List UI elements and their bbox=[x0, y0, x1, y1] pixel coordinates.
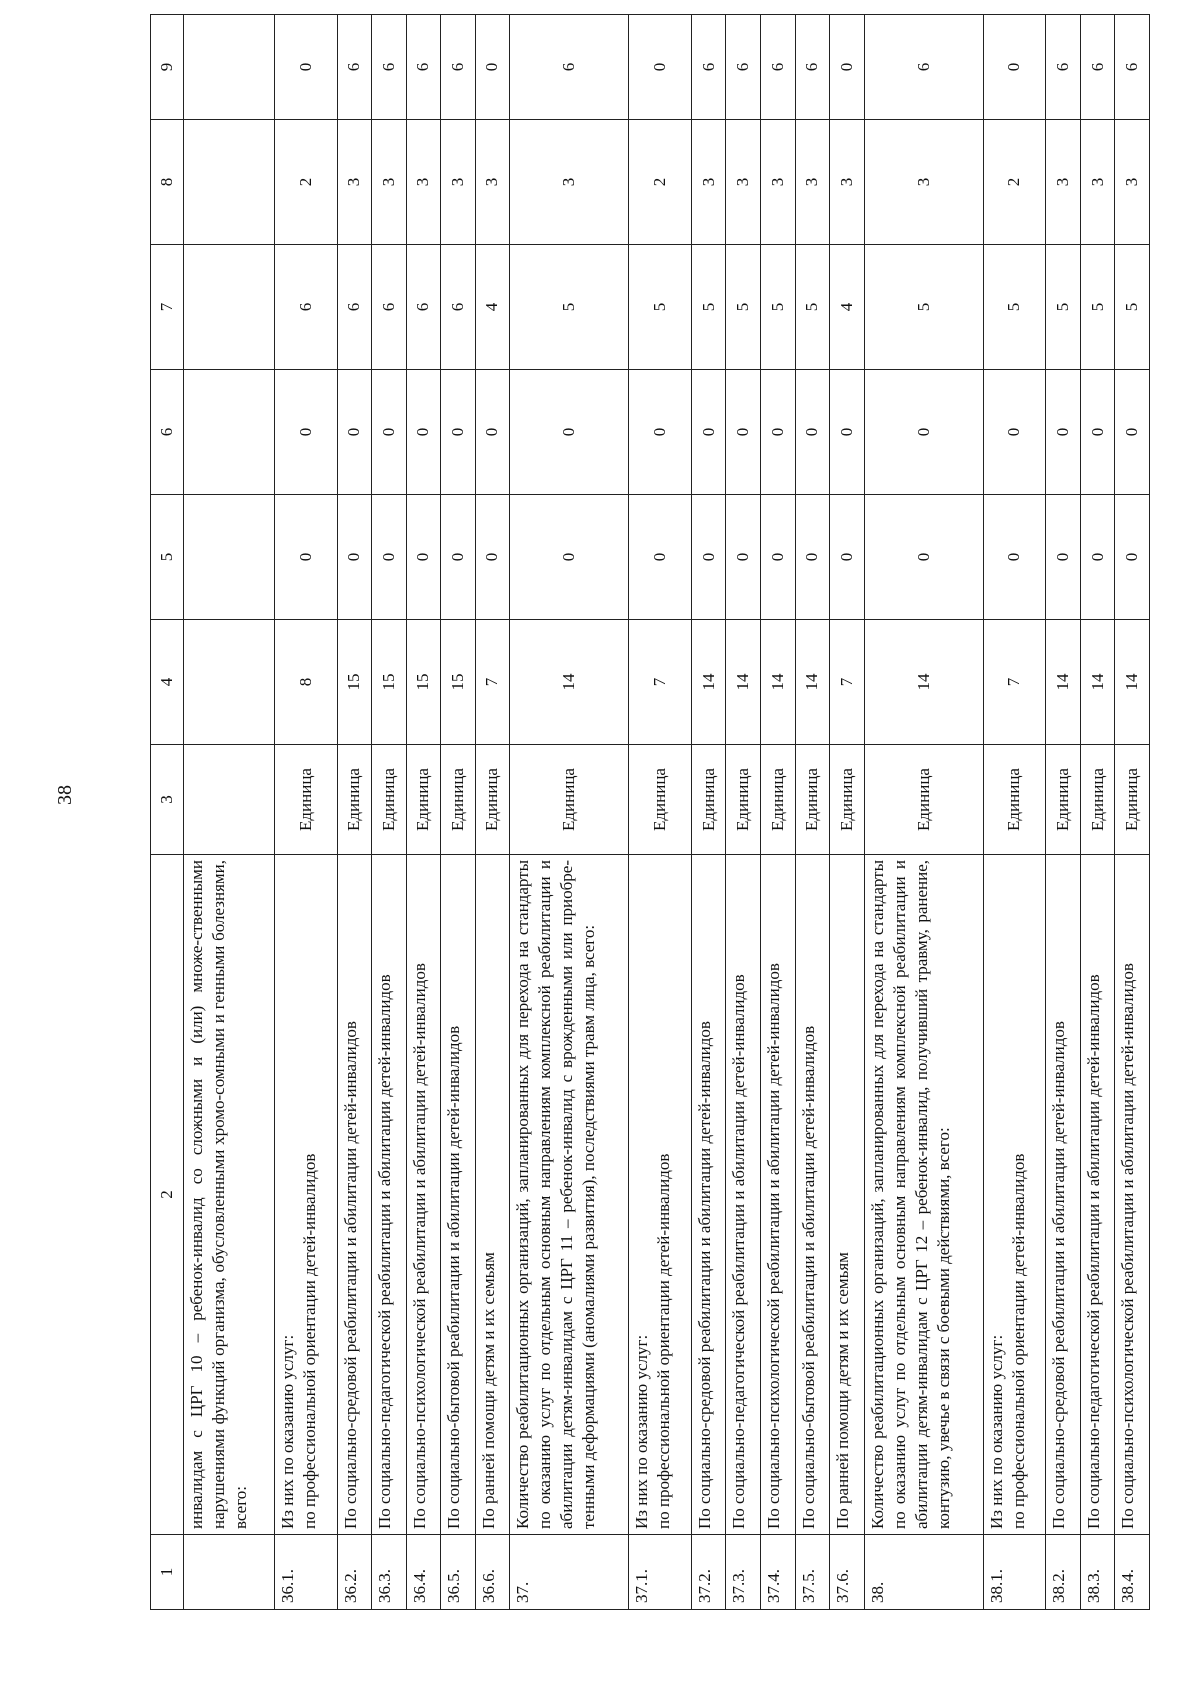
row-value-c7: 5 bbox=[864, 245, 983, 370]
row-number: 36.3. bbox=[372, 1535, 407, 1610]
row-value-c8: 2 bbox=[629, 120, 692, 245]
row-value-c4: 8 bbox=[274, 620, 337, 745]
row-description: По социально-педагогической реабилитации и абилитации детей-инвалидов bbox=[726, 855, 761, 1535]
row-value-c9: 6 bbox=[372, 15, 407, 120]
row-value-c6: 0 bbox=[510, 370, 629, 495]
row-value-c9: 0 bbox=[629, 15, 692, 120]
table-row bbox=[274, 15, 337, 1610]
row-value-c5: 0 bbox=[475, 495, 510, 620]
row-value-c5: 0 bbox=[274, 495, 337, 620]
row-description: По социально-педагогической реабилитации и абилитации детей-инвалидов bbox=[1080, 855, 1115, 1535]
row-value-c8: 3 bbox=[691, 120, 726, 245]
row-value-c9: 6 bbox=[691, 15, 726, 120]
table-row bbox=[372, 15, 407, 1610]
row-value-c4: 7 bbox=[475, 620, 510, 745]
row-value-c8: 3 bbox=[1046, 120, 1081, 245]
row-value-c5: 0 bbox=[1115, 495, 1150, 620]
row-value-c8: 3 bbox=[795, 120, 830, 245]
row-value-c6: 0 bbox=[629, 370, 692, 495]
row-value-c7: 5 bbox=[510, 245, 629, 370]
row-value-c6: 0 bbox=[760, 370, 795, 495]
row-value-c4: 15 bbox=[406, 620, 441, 745]
row-unit: Единица bbox=[475, 745, 510, 855]
row-value-c6: 0 bbox=[795, 370, 830, 495]
row-description: По социально-педагогической реабилитации и абилитации детей-инвалидов bbox=[372, 855, 407, 1535]
row-value-c8: 3 bbox=[726, 120, 761, 245]
table-row bbox=[629, 15, 692, 1610]
row-unit: Единица bbox=[510, 745, 629, 855]
column-header: 6 bbox=[151, 370, 184, 495]
row-value-c6: 0 bbox=[475, 370, 510, 495]
row-value-c8: 3 bbox=[760, 120, 795, 245]
row-value-c5: 0 bbox=[510, 495, 629, 620]
row-value-c4: 14 bbox=[795, 620, 830, 745]
row-number: 38.1. bbox=[983, 1535, 1046, 1610]
row-value-c6: 0 bbox=[274, 370, 337, 495]
row-value-c9: 6 bbox=[441, 15, 476, 120]
row-unit: Единица bbox=[629, 745, 692, 855]
row-value-c4: 7 bbox=[629, 620, 692, 745]
row-value-c6: 0 bbox=[983, 370, 1046, 495]
row-number: 36.6. bbox=[475, 1535, 510, 1610]
row-number: 36.5. bbox=[441, 1535, 476, 1610]
row-value-c5: 0 bbox=[864, 495, 983, 620]
row-value-c4: 14 bbox=[691, 620, 726, 745]
row-value-c4: 15 bbox=[441, 620, 476, 745]
table-row bbox=[184, 15, 275, 1610]
row-value-c6: 0 bbox=[406, 370, 441, 495]
row-value-c4: 14 bbox=[864, 620, 983, 745]
table-row bbox=[441, 15, 476, 1610]
row-description: Количество реабилитационных организаций, запланированных для перехода на стандарты по оказанию услуг по отдельным основным направлениям комплексной реабилитации и абилитации детям-инвалидам с ЦРГ 11 – ребенок-инвалид с врожденными или приобре-тенными деформациями (аномалиями развития), последствиями травм лица, всего: bbox=[510, 855, 629, 1535]
row-value-c9 bbox=[184, 15, 275, 120]
row-unit: Единица bbox=[760, 745, 795, 855]
row-number: 37.4. bbox=[760, 1535, 795, 1610]
row-number: 37.5. bbox=[795, 1535, 830, 1610]
row-value-c4: 7 bbox=[983, 620, 1046, 745]
row-value-c8: 3 bbox=[441, 120, 476, 245]
row-description: По социально-бытовой реабилитации и абилитации детей-инвалидов bbox=[795, 855, 830, 1535]
row-value-c7: 5 bbox=[983, 245, 1046, 370]
table-row bbox=[1115, 15, 1150, 1610]
row-description: Из них по оказанию услуг: по профессиональной ориентации детей-инвалидов bbox=[629, 855, 692, 1535]
row-value-c8: 3 bbox=[1115, 120, 1150, 245]
table-row bbox=[1046, 15, 1081, 1610]
row-value-c7: 6 bbox=[372, 245, 407, 370]
row-number: 37.2. bbox=[691, 1535, 726, 1610]
row-number: 37. bbox=[510, 1535, 629, 1610]
row-value-c5: 0 bbox=[1080, 495, 1115, 620]
row-number: 38.2. bbox=[1046, 1535, 1081, 1610]
row-number: 37.6. bbox=[830, 1535, 865, 1610]
row-value-c6: 0 bbox=[691, 370, 726, 495]
row-unit: Единица bbox=[830, 745, 865, 855]
row-value-c9: 6 bbox=[760, 15, 795, 120]
row-value-c7: 5 bbox=[760, 245, 795, 370]
table-row bbox=[760, 15, 795, 1610]
row-number: 36.4. bbox=[406, 1535, 441, 1610]
row-number: 38.4. bbox=[1115, 1535, 1150, 1610]
row-value-c4 bbox=[184, 620, 275, 745]
column-header: 2 bbox=[151, 855, 184, 1535]
row-value-c7: 6 bbox=[274, 245, 337, 370]
table-row bbox=[406, 15, 441, 1610]
row-value-c9: 6 bbox=[510, 15, 629, 120]
row-value-c9: 6 bbox=[406, 15, 441, 120]
row-value-c5: 0 bbox=[372, 495, 407, 620]
row-value-c4: 14 bbox=[726, 620, 761, 745]
row-value-c8: 2 bbox=[274, 120, 337, 245]
row-value-c5: 0 bbox=[691, 495, 726, 620]
row-number: 38.3. bbox=[1080, 1535, 1115, 1610]
row-value-c8: 3 bbox=[864, 120, 983, 245]
row-value-c5: 0 bbox=[1046, 495, 1081, 620]
row-unit: Единица bbox=[726, 745, 761, 855]
row-value-c7: 6 bbox=[406, 245, 441, 370]
row-value-c6: 0 bbox=[372, 370, 407, 495]
row-description: По социально-средовой реабилитации и абилитации детей-инвалидов bbox=[337, 855, 372, 1535]
row-value-c8: 2 bbox=[983, 120, 1046, 245]
table-row bbox=[475, 15, 510, 1610]
row-value-c9: 0 bbox=[274, 15, 337, 120]
row-value-c6: 0 bbox=[726, 370, 761, 495]
row-description: По социально-средовой реабилитации и абилитации детей-инвалидов bbox=[1046, 855, 1081, 1535]
row-value-c8: 3 bbox=[830, 120, 865, 245]
row-description: По социально-средовой реабилитации и абилитации детей-инвалидов bbox=[691, 855, 726, 1535]
row-value-c5: 0 bbox=[337, 495, 372, 620]
row-number: 36.1. bbox=[274, 1535, 337, 1610]
row-value-c5: 0 bbox=[983, 495, 1046, 620]
row-value-c7: 6 bbox=[441, 245, 476, 370]
row-value-c6: 0 bbox=[1046, 370, 1081, 495]
row-unit bbox=[184, 745, 275, 855]
row-value-c9: 6 bbox=[1046, 15, 1081, 120]
table-row bbox=[983, 15, 1046, 1610]
row-value-c4: 14 bbox=[1115, 620, 1150, 745]
row-value-c5: 0 bbox=[760, 495, 795, 620]
row-value-c4: 15 bbox=[372, 620, 407, 745]
row-value-c9: 6 bbox=[726, 15, 761, 120]
row-unit: Единица bbox=[1080, 745, 1115, 855]
row-value-c6: 0 bbox=[864, 370, 983, 495]
row-value-c7: 5 bbox=[1115, 245, 1150, 370]
row-unit: Единица bbox=[691, 745, 726, 855]
row-value-c4: 7 bbox=[830, 620, 865, 745]
table-body bbox=[184, 15, 1150, 1610]
row-value-c4: 14 bbox=[510, 620, 629, 745]
row-value-c7: 5 bbox=[1046, 245, 1081, 370]
row-value-c5: 0 bbox=[406, 495, 441, 620]
page-number: 38 bbox=[54, 785, 76, 805]
row-value-c7: 4 bbox=[475, 245, 510, 370]
row-value-c6: 0 bbox=[830, 370, 865, 495]
column-header: 7 bbox=[151, 245, 184, 370]
table-row bbox=[691, 15, 726, 1610]
table-row bbox=[337, 15, 372, 1610]
row-description: По социально-психологической реабилитации и абилитации детей-инвалидов bbox=[1115, 855, 1150, 1535]
row-value-c7: 5 bbox=[629, 245, 692, 370]
row-value-c7: 5 bbox=[726, 245, 761, 370]
row-value-c4: 14 bbox=[1080, 620, 1115, 745]
row-value-c5: 0 bbox=[830, 495, 865, 620]
row-value-c8: 3 bbox=[406, 120, 441, 245]
column-header: 8 bbox=[151, 120, 184, 245]
data-table bbox=[150, 14, 1150, 1610]
row-value-c5: 0 bbox=[441, 495, 476, 620]
row-unit: Единица bbox=[274, 745, 337, 855]
row-value-c8: 3 bbox=[510, 120, 629, 245]
table-row bbox=[510, 15, 629, 1610]
column-header: 1 bbox=[151, 1535, 184, 1610]
row-value-c6: 0 bbox=[337, 370, 372, 495]
row-value-c6 bbox=[184, 370, 275, 495]
column-header: 9 bbox=[151, 15, 184, 120]
table-row bbox=[830, 15, 865, 1610]
row-value-c7: 5 bbox=[691, 245, 726, 370]
row-value-c7: 5 bbox=[1080, 245, 1115, 370]
row-value-c8: 3 bbox=[337, 120, 372, 245]
row-value-c8: 3 bbox=[1080, 120, 1115, 245]
row-value-c9: 6 bbox=[864, 15, 983, 120]
row-unit: Единица bbox=[441, 745, 476, 855]
row-number bbox=[184, 1535, 275, 1610]
row-value-c9: 0 bbox=[830, 15, 865, 120]
row-number: 37.1. bbox=[629, 1535, 692, 1610]
row-description: По ранней помощи детям и их семьям bbox=[475, 855, 510, 1535]
row-value-c5: 0 bbox=[629, 495, 692, 620]
row-value-c6: 0 bbox=[1115, 370, 1150, 495]
row-unit: Единица bbox=[406, 745, 441, 855]
row-number: 37.3. bbox=[726, 1535, 761, 1610]
row-description: Количество реабилитационных организаций, запланированных для перехода на стандарты по оказанию услуг по отдельным основным направлениям комплексной реабилитации и абилитации детям-инвалидам с ЦРГ 12 – ребенок-инвалид, получивший травму, ранение, контузию, увечье в связи с боевыми действиями, всего: bbox=[864, 855, 983, 1535]
row-description: Из них по оказанию услуг: по профессиональной ориентации детей-инвалидов bbox=[983, 855, 1046, 1535]
row-unit: Единица bbox=[1046, 745, 1081, 855]
row-unit: Единица bbox=[1115, 745, 1150, 855]
row-value-c8: 3 bbox=[372, 120, 407, 245]
table-row bbox=[726, 15, 761, 1610]
row-value-c4: 15 bbox=[337, 620, 372, 745]
row-unit: Единица bbox=[337, 745, 372, 855]
column-header: 5 bbox=[151, 495, 184, 620]
row-value-c9: 0 bbox=[983, 15, 1046, 120]
row-value-c8 bbox=[184, 120, 275, 245]
row-description: инвалидам с ЦРГ 10 – ребенок-инвалид со сложными и (или) множе-ственными нарушениями функций организма, обусловленными хромо-сомными и генными болезнями, всего: bbox=[184, 855, 275, 1535]
row-description: По социально-бытовой реабилитации и абилитации детей-инвалидов bbox=[441, 855, 476, 1535]
row-value-c9: 6 bbox=[337, 15, 372, 120]
row-value-c7: 6 bbox=[337, 245, 372, 370]
table-row bbox=[864, 15, 983, 1610]
row-unit: Единица bbox=[983, 745, 1046, 855]
row-value-c5: 0 bbox=[726, 495, 761, 620]
row-value-c9: 6 bbox=[1115, 15, 1150, 120]
row-number: 38. bbox=[864, 1535, 983, 1610]
row-description: По ранней помощи детям и их семьям bbox=[830, 855, 865, 1535]
row-value-c9: 6 bbox=[1080, 15, 1115, 120]
row-unit: Единица bbox=[864, 745, 983, 855]
row-value-c7: 5 bbox=[795, 245, 830, 370]
row-value-c9: 0 bbox=[475, 15, 510, 120]
row-value-c7 bbox=[184, 245, 275, 370]
header-row bbox=[151, 15, 184, 1610]
row-value-c4: 14 bbox=[1046, 620, 1081, 745]
row-number: 36.2. bbox=[337, 1535, 372, 1610]
rotated-table-wrapper bbox=[150, 15, 1150, 1610]
row-value-c6: 0 bbox=[441, 370, 476, 495]
row-value-c8: 3 bbox=[475, 120, 510, 245]
table-row bbox=[795, 15, 830, 1610]
row-value-c4: 14 bbox=[760, 620, 795, 745]
column-header: 4 bbox=[151, 620, 184, 745]
column-header: 3 bbox=[151, 745, 184, 855]
table-row bbox=[1080, 15, 1115, 1610]
row-description: По социально-психологической реабилитации и абилитации детей-инвалидов bbox=[760, 855, 795, 1535]
row-description: Из них по оказанию услуг: по профессиональной ориентации детей-инвалидов bbox=[274, 855, 337, 1535]
row-value-c9: 6 bbox=[795, 15, 830, 120]
row-value-c6: 0 bbox=[1080, 370, 1115, 495]
row-value-c7: 4 bbox=[830, 245, 865, 370]
row-value-c5: 0 bbox=[795, 495, 830, 620]
row-value-c5 bbox=[184, 495, 275, 620]
row-unit: Единица bbox=[372, 745, 407, 855]
row-unit: Единица bbox=[795, 745, 830, 855]
row-description: По социально-психологической реабилитации и абилитации детей-инвалидов bbox=[406, 855, 441, 1535]
